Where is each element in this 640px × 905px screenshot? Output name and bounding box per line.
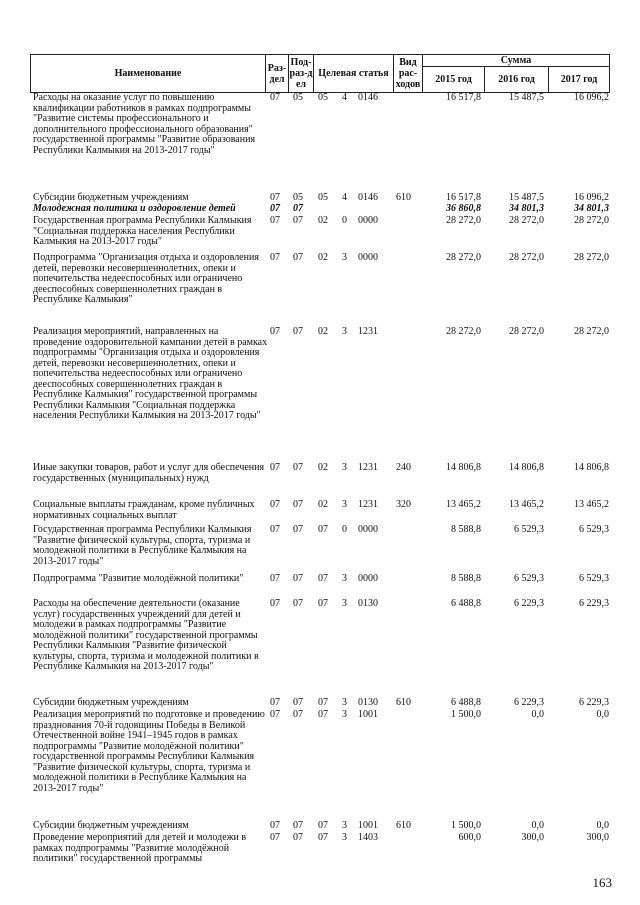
row-t1: 07 [318, 573, 328, 584]
row-v2016: 28 272,0 [509, 252, 544, 263]
row-vid: 610 [396, 820, 411, 831]
row-name: Проведение мероприятий для детей и молодежи в рамках подпрограммы "Развитие молодёжной политики" государственной программы [33, 832, 247, 864]
row-r: 07 [270, 820, 280, 831]
row-vid: 320 [396, 499, 411, 510]
row-t2: 3 [342, 832, 347, 843]
row-t3: 0130 [358, 598, 378, 609]
row-pr: 07 [293, 252, 303, 263]
row-v2015: 16 517,8 [446, 192, 481, 203]
row-t1: 02 [318, 499, 328, 510]
row-t2: 4 [342, 192, 347, 203]
row-name: Субсидии бюджетным учреждениям [33, 820, 189, 831]
row-t1: 02 [318, 326, 328, 337]
row-t2: 4 [342, 92, 347, 103]
row-name: Субсидии бюджетным учреждениям [33, 697, 189, 708]
row-v2017: 6 529,3 [579, 573, 609, 584]
header-2016: 2016 год [498, 74, 535, 85]
row-vid: 240 [396, 462, 411, 473]
row-r: 07 [270, 697, 280, 708]
row-v2015: 1 500,0 [451, 709, 481, 720]
header-razdel: Раз-дел [267, 62, 287, 85]
row-v2015: 36 860,8 [446, 203, 481, 214]
row-t2: 3 [342, 573, 347, 584]
row-v2015: 28 272,0 [446, 252, 481, 263]
header-vid: Вид рас-ходов [395, 57, 421, 90]
row-name: Государственная программа Республики Калмыкия "Социальная поддержка населения Республики Калмыкия на 2013-2017 годы" [33, 215, 252, 247]
row-name: Субсидии бюджетным учреждениям [33, 192, 189, 203]
row-r: 07 [270, 524, 280, 535]
row-pr: 07 [293, 524, 303, 535]
row-t3: 0130 [358, 697, 378, 708]
row-t3: 1001 [358, 709, 378, 720]
row-t1: 05 [318, 192, 328, 203]
row-t3: 1231 [358, 326, 378, 337]
row-vid: 610 [396, 697, 411, 708]
row-pr: 07 [293, 499, 303, 510]
row-v2015: 6 488,8 [451, 598, 481, 609]
row-v2015: 8 588,8 [451, 524, 481, 535]
row-t1: 02 [318, 462, 328, 473]
row-v2016: 6 529,3 [514, 524, 544, 535]
row-r: 07 [270, 462, 280, 473]
header-name: Наименование [114, 68, 182, 79]
row-v2015: 8 588,8 [451, 573, 481, 584]
row-v2016: 28 272,0 [509, 215, 544, 226]
row-pr: 07 [293, 203, 303, 214]
row-v2015: 16 517,8 [446, 92, 481, 103]
row-v2017: 0,0 [596, 820, 609, 831]
row-r: 07 [270, 215, 280, 226]
row-r: 07 [270, 573, 280, 584]
row-r: 07 [270, 252, 280, 263]
row-t2: 3 [342, 252, 347, 263]
row-name: Реализация мероприятий по подготовке и проведению празднования 70-й годовщины Победы в Великой Отечественной войне 1941–1945 годов в рамках подпрограммы "Развитие молодёжной политики" государственной программы Республики Калмыкия "Развитие физической культуры, спорта, туризма и молодежной политики в Республике Калмыкия на 2013-2017 годы" [33, 709, 265, 794]
row-name: Молодежная политика и оздоровление детей [33, 203, 236, 214]
row-v2016: 15 487,5 [509, 192, 544, 203]
row-v2017: 28 272,0 [574, 326, 609, 337]
row-v2017: 34 801,3 [574, 203, 609, 214]
row-v2017: 0,0 [596, 709, 609, 720]
row-r: 07 [270, 203, 280, 214]
row-t2: 3 [342, 820, 347, 831]
row-pr: 05 [293, 192, 303, 203]
row-pr: 07 [293, 462, 303, 473]
row-name: Иные закупки товаров, работ и услуг для обеспечения государственных (муниципальных) нужд [33, 462, 265, 484]
header-podrazdel: Под-раз-дел [289, 57, 313, 90]
row-r: 07 [270, 326, 280, 337]
header-2017: 2017 год [560, 74, 598, 85]
row-v2016: 13 465,2 [509, 499, 544, 510]
row-name: Расходы на оказание услуг по повышению квалификации работников в рамках подпрограммы "Развитие системы профессионального и дополнительного профессионального образования" государственной программы "Развитие образования Республики Калмыкия на 2013-2017 годы" [33, 92, 256, 156]
row-t1: 05 [318, 92, 328, 103]
row-t2: 3 [342, 598, 347, 609]
row-r: 07 [270, 92, 280, 103]
row-vid: 610 [396, 192, 411, 203]
row-t1: 07 [318, 598, 328, 609]
row-v2015: 1 500,0 [451, 820, 481, 831]
row-t2: 3 [342, 462, 347, 473]
row-pr: 07 [293, 598, 303, 609]
row-v2017: 13 465,2 [574, 499, 609, 510]
row-pr: 07 [293, 697, 303, 708]
row-v2017: 16 096,2 [574, 192, 609, 203]
row-v2016: 0,0 [531, 709, 544, 720]
row-pr: 07 [293, 215, 303, 226]
row-v2016: 0,0 [531, 820, 544, 831]
row-t1: 07 [318, 697, 328, 708]
row-v2016: 6 529,3 [514, 573, 544, 584]
row-v2015: 600,0 [458, 832, 481, 843]
row-name: Социальные выплаты гражданам, кроме публичных нормативных социальных выплат [33, 499, 255, 521]
row-v2017: 28 272,0 [574, 215, 609, 226]
row-t3: 1231 [358, 462, 378, 473]
row-pr: 07 [293, 832, 303, 843]
row-v2016: 14 806,8 [509, 462, 544, 473]
row-t1: 02 [318, 215, 328, 226]
row-r: 07 [270, 499, 280, 510]
row-v2016: 300,0 [521, 832, 544, 843]
row-t1: 07 [318, 820, 328, 831]
row-t1: 07 [318, 832, 328, 843]
row-t3: 0146 [358, 92, 378, 103]
header-right-border [609, 54, 610, 93]
row-v2016: 28 272,0 [509, 326, 544, 337]
row-t1: 07 [318, 709, 328, 720]
row-pr: 07 [293, 709, 303, 720]
row-v2017: 6 529,3 [579, 524, 609, 535]
row-v2017: 28 272,0 [574, 252, 609, 263]
row-pr: 07 [293, 573, 303, 584]
row-r: 07 [270, 192, 280, 203]
header-target: Целевая статья [318, 68, 389, 79]
header-2015: 2015 год [435, 74, 472, 85]
row-t1: 02 [318, 252, 328, 263]
row-v2016: 6 229,3 [514, 598, 544, 609]
row-v2016: 6 229,3 [514, 697, 544, 708]
row-t3: 0000 [358, 215, 378, 226]
row-t2: 0 [342, 215, 347, 226]
row-t2: 0 [342, 524, 347, 535]
row-t2: 3 [342, 499, 347, 510]
page-number: 163 [592, 875, 612, 890]
row-t3: 0000 [358, 573, 378, 584]
row-v2016: 15 487,5 [509, 92, 544, 103]
row-t1: 07 [318, 524, 328, 535]
row-r: 07 [270, 598, 280, 609]
row-pr: 07 [293, 326, 303, 337]
row-t3: 1403 [358, 832, 378, 843]
row-v2016: 34 801,3 [509, 203, 544, 214]
row-r: 07 [270, 832, 280, 843]
row-v2015: 28 272,0 [446, 215, 481, 226]
row-name: Подпрограмма "Развитие молодёжной политики" [33, 573, 244, 584]
row-name: Государственная программа Республики Калмыкия "Развитие физической культуры, спорта, туризма и молодежной политики в Республике Калмыкия на 2013-2017 годы" [33, 524, 252, 567]
row-pr: 07 [293, 820, 303, 831]
row-name: Расходы на обеспечение деятельности (оказание услуг) государственных учреждений для детей и молодежи в рамках подпрограммы "Развитие молодёжной политики" государственной программы Республики Калмыкия "Развитие физической культуры, спорта, туризма и молодежной политики в Республике Калмыкия на 2013-2017 годы" [33, 598, 259, 672]
row-r: 07 [270, 709, 280, 720]
row-v2017: 16 096,2 [574, 92, 609, 103]
row-v2015: 6 488,8 [451, 697, 481, 708]
header-sum: Сумма [500, 55, 532, 66]
row-v2015: 14 806,8 [446, 462, 481, 473]
row-v2015: 13 465,2 [446, 499, 481, 510]
row-t3: 0146 [358, 192, 378, 203]
row-t2: 3 [342, 709, 347, 720]
row-v2015: 28 272,0 [446, 326, 481, 337]
row-v2017: 6 229,3 [579, 598, 609, 609]
row-v2017: 6 229,3 [579, 697, 609, 708]
row-t3: 0000 [358, 524, 378, 535]
row-t3: 1231 [358, 499, 378, 510]
row-name: Подпрограмма "Организация отдыха и оздоровления детей, перевозки несовершеннолетних, опеки и попечительства недееспособных или ограничено дееспособных совершеннолетних граждан в Республике Калмыкия" [33, 252, 259, 305]
row-name: Реализация мероприятий, направленных на проведение оздоровительной кампании детей в рамках подпрограммы "Организация отдыха и оздоровления детей, перевозки несовершеннолетних, опеки и попечительства недееспособных или ограничено дееспособных совершеннолетних граждан в Республике Калмыкия" государственной программы Республики Калмыкия "Социальная поддержка населения Республики Калмыкия на 2013-2017 годы" [33, 326, 268, 421]
row-t2: 3 [342, 326, 347, 337]
row-t3: 1001 [358, 820, 378, 831]
row-t2: 3 [342, 697, 347, 708]
row-pr: 05 [293, 92, 303, 103]
row-v2017: 14 806,8 [574, 462, 609, 473]
row-v2017: 300,0 [586, 832, 609, 843]
row-t3: 0000 [358, 252, 378, 263]
